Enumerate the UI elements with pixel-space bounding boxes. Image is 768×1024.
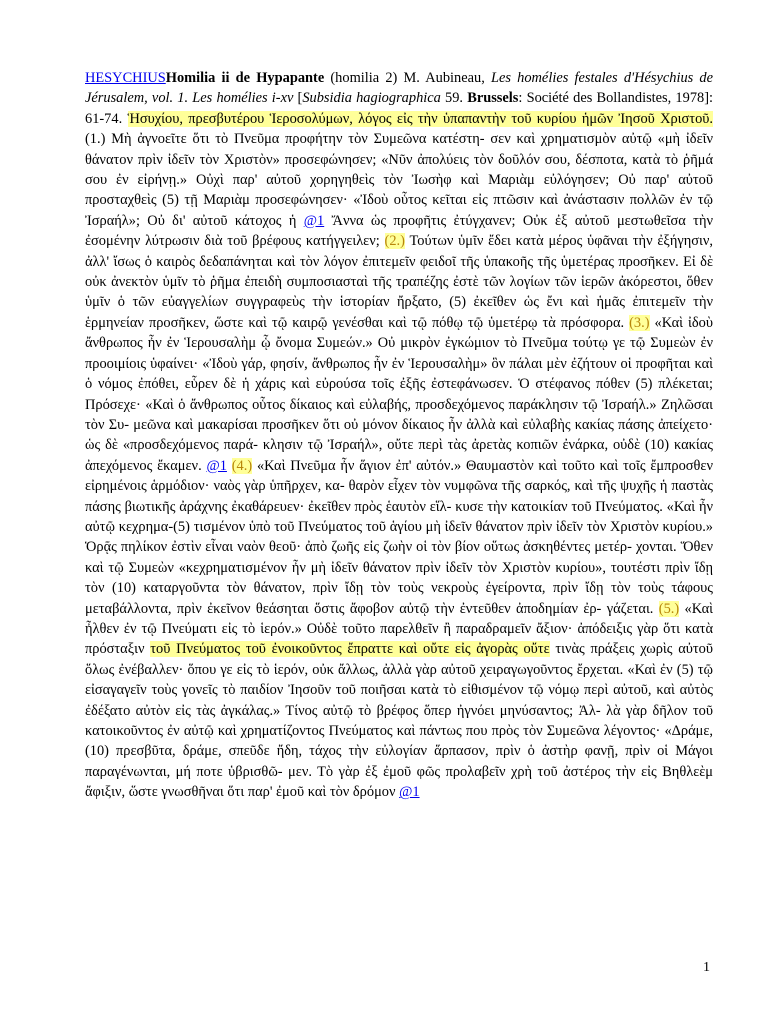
bracket: [ — [293, 90, 303, 107]
author-link[interactable]: HESYCHIUS — [85, 70, 166, 86]
series-title: Subsidia hagiographica — [302, 90, 441, 107]
note-link[interactable]: @1 — [206, 457, 227, 474]
page-number: 1 — [703, 960, 710, 975]
place: Brussels — [467, 90, 519, 107]
text-section-7: τινὰς πράξεις χωρὶς αὐτοῦ ὅλως ἐνέβαλλεν· ὅπου γε εἰς τὸ ἱερόν, οὐκ ἄλλως, ἀλλὰ γὰρ αὐτοῦ χειραγωγοῦντος ἔρχεται. «Καὶ ἐν (5) τῷ εἰσαγαγεῖν τοὺς γονεῖς τὸ παιδίον Ἰησοῦν τοῦ ποιῆσαι κατὰ τὸ εἰθισμένον τῷ νόμῳ περὶ αὐτοῦ, καὶ αὐτὸς ἐδέξατο αὐτὸν εἰς τὰς ἀγκάλας.» Τίνος αὐτῷ τὸ βρέφος ὅπερ ἠγνόει μηνύσαντος; Ἀλ- λὰ γὰρ δῆλον τοῦ κατοικοῦντος ἐν αὐτῷ καὶ χρηματίζοντος Πνεύματος καὶ πάντως που πρὸς τὸν Συμεῶνα λέγοντος· «Δράμε, (10) πρεσβῦτα, δράμε, σπεῦδε ἤδη, τάχος τὴν εὐλογίαν ἅρπασον, πρὶν ὁ ἀστὴρ φανῇ, πρὶν οἱ Μάγοι παραγένωνται, μή ποτε ὑβρισθῶ- μεν. Τὸ γὰρ ἐξ ἐμοῦ φῶς προλαβεῖν χρὴ τοῦ ἀστέρος τὴν εἰς Βηθλεὲμ ἄφιξιν, ὥστε γνωσθῆναι ὅτι παρ' ἐμοῦ καὶ τὸν δρόμον — [85, 641, 713, 801]
series-number: 59. — [440, 90, 468, 107]
document-body — [85, 68, 713, 803]
main-paragraph — [85, 68, 713, 803]
text-section-2: Ἄννα ὡς προφῆτις ἐτύγχανεν; Οὐκ ἐξ αὐτοῦ μεστωθεῖσα τὴν ἐσομένην λύτρωσιν διὰ τοῦ βρέφους κατήγγειλεν; — [85, 212, 713, 250]
highlighted-phrase: τοῦ Πνεύματος τοῦ ἐνοικοῦντος ἔπραττε καὶ οὔτε εἰς ἀγορὰς οὔτε — [150, 641, 550, 658]
section-number: (2.) — [384, 233, 405, 250]
section-number: (3.) — [629, 314, 650, 331]
text-section-3: Τούτων ὑμῖν ἔδει κατὰ μέρος ὑφᾶναι τὴν ἐξήγησιν, ἀλλ' ἴσως ὁ καιρὸς δεδαπάνηται καὶ τὸν λόγον ἐπιτεμεῖν φειδοῖ τῆς ὑπακοῆς τῆς ὑμετέρας προσῆκεν. Εἰ δὲ οὐκ ἀνεκτὸν ὑμῖν τὸ ῥῆμα ἐπειδὴ συμποσιασταὶ τῆς τραπέζης ἐστὲ τῶν λογίων τῶν ἱερῶν ἀκόρεστοι, ὅθεν ὑμῖν ὁ τῶν εὐαγγελίων συγγραφεὺς τὴν ἱστορίαν ἤρξατο, (5) ἐκεῖθεν ὡς ἔνι καὶ ἡμᾶς ἐπιτεμεῖν τὴν ἑρμηνείαν προσῆκεν, ὥστε καὶ τῷ καιρῷ γενέσθαι καὶ τῷ πόθῳ τῷ ὑμετέρῳ τὰ πρόσφορα. — [85, 233, 713, 331]
citation-text: (homilia 2) M. Aubineau, — [324, 70, 491, 86]
text-section-5: «Καὶ Πνεῦμα ἦν ἅγιον ἐπ' αὐτόν.» Θαυμαστὸν καὶ τοῦτο καὶ τοῖς ἔμπροσθεν εἰρημένοις ἁρμόδιον· ναὸς γὰρ ὑπῆρχεν, κα- θαρὸν εἶχεν τὸν νυμφῶνα τῆς σαρκός, καὶ τῆς ψυχῆς ἡ παστὰς πάσης βιωτικῆς ἀράχνης ἐκαθάρευεν· ἐκεῖθεν πρὸς ἑαυτὸν εἵλ- κυσε τὴν κατοικίαν τοῦ Πνεύματος. «Καὶ ἦν αὐτῷ κεχρημα-(5) τισμένον ὑπὸ τοῦ Πνεύματος τοῦ ἁγίου μὴ ἰδεῖν θάνατον πρὶν ἰδεῖν τὸν Χριστὸν κυρίου.» Ὁρᾷς πηλίκον ἐστὶν εἶναι ναὸν θεοῦ· ἀπὸ ζωῆς εἰς ζωὴν οἱ τὸν βίον οὕτως ἀσκηθέντες μετέρ- χονται. Ὅθεν καὶ τῷ Συμεὼν «κεχρηματισμένον ἦν μὴ ἰδεῖν θάνατον πρὶν ἰδεῖν τὸν Χριστὸν κυρίου», τουτέστι πρὶν ἴδῃ τὸν (10) καταργοῦντα τὸν θάνατον, πρὶν ἴδῃ τὸν τοὺς νεκροὺς ἐγείροντα, πρὶν ἴδῃ τὸν τοὺς τάφους μεταβάλλοντα, πρὶν ἐκεῖνον θεάσηται ὅστις ἄφοβον αὐτῷ τὴν ἐντεῦθεν ἀποδημίαν ἐρ- γάζεται. — [85, 457, 713, 617]
doc-title: Homilia ii de Hypapante — [165, 70, 325, 86]
text-section-1: (1.) Μὴ ἀγνοεῖτε ὅτι τὸ Πνεῦμα προφήτην τὸν Συμεῶνα κατέστη- σεν καὶ χρηματισμὸν αὐτῷ «μὴ ἰδεῖν θάνατον πρὶν ἰδεῖν τὸν Χριστὸν» προσεφώνησεν; «Νῦν ἀπολύεις τὸν δοῦλόν σου, δέσποτα, κατὰ τὸ ῥῆμά σου ἐν εἰρήνῃ.» Οὐχὶ παρ' αὐτοῦ χορηγηθεὶς τὸν Ἰωσὴφ καὶ Μαριὰμ εὐλόγησεν; Οὐ παρ' αὐτοῦ προσταχθεὶς (5) τῇ Μαριὰμ προσεφώνησεν· «Ἰδοὺ οὗτος κεῖται εἰς πτῶσιν καὶ ἀνάστασιν πολλῶν ἐν τῷ Ἰσραήλ»; Οὐ δι' αὐτοῦ κάτοχος ἡ — [85, 131, 713, 229]
text-section-6: «Καὶ ἦλθεν ἐν τῷ Πνεύματι εἰς τὸ ἱερόν.» Οὐδὲ τοῦτο παρελθεῖν ἢ παραδραμεῖν ἄξιον· ἀπόδειξις γὰρ ὅτι κατὰ πρόσταξιν — [85, 600, 713, 658]
note-link[interactable]: @1 — [399, 784, 420, 801]
section-number: (5.) — [658, 600, 680, 617]
text-section-4: «Καὶ ἰδοὺ ἄνθρωπος ἦν ἐν Ἱερουσαλὴμ ᾧ ὄνομα Συμεών.» Οὐ μικρὸν ἐγκώμιον τὸ Πνεῦμα τούτῳ γε τῷ Συμεὼν ἐν προοιμίοις ὑφαίνει· «Ἰδοὺ γάρ, φησίν, ἄνθρωπος ἦν ἐν Ἱερουσαλὴμ» ὃν πάλαι μὲν ἐζήτουν οἱ προφῆται καὶ ὁ νόμος ἐπόθει, εὗρεν δὲ ἡ χάρις καὶ εὐρούσα τοῖς ἐξῆς ἐστεφάνωσεν. Ὁ στέφανος πόθεν (5) πλέκεται; Πρόσεχε· «Καὶ ὁ ἄνθρωπος οὗτος δίκαιος καὶ εὐλαβής, προσδεχόμενος παράκλησιν τῷ Ἰσραήλ.» Ζηλῶσαι τὸν Συ- μεῶνα καὶ μακαρίσαι προσῆκεν ὅτι οὐ μόνον δίκαιος ἦν ἀλλὰ καὶ εὐλαβὴς κακίας πάσης ἀπείχετο· ὡς δὲ «προσδεχόμενος παρά- κλησιν τῷ Ἰσραήλ», οὔτε περὶ τὰς ἀρετὰς κοπιῶν ἐνάρκα, οὐδὲ (10) κακίας ἀπεχόμενος ἔκαμεν. — [85, 314, 713, 474]
greek-title: Ἡσυχίου, πρεσβυτέρου Ἱεροσολύμων, λόγος εἰς τὴν ὑπαπαντὴν τοῦ κυρίου ἡμῶν Ἰησοῦ Χριστοῦ. — [127, 110, 713, 127]
publisher: : Société des Bollandistes, 1978]: 61-74. — [85, 90, 714, 127]
book-title: Les homélies festales d'Hésychius de Jérusalem, vol. 1. Les homélies i-xv — [85, 70, 713, 107]
note-link[interactable]: @1 — [303, 212, 325, 229]
section-number: (4.) — [231, 457, 253, 474]
